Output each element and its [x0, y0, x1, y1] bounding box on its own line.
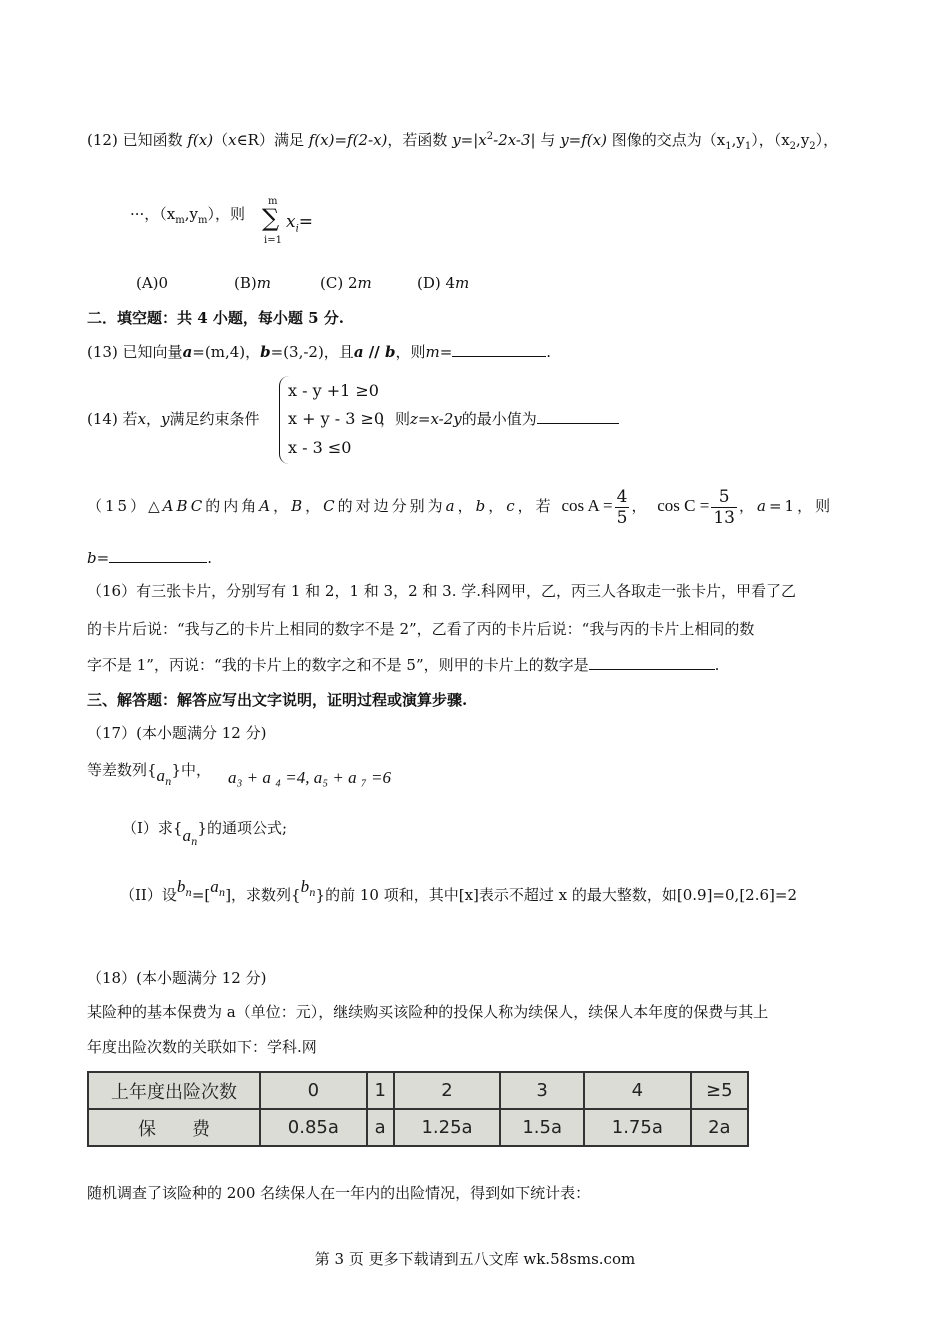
q14-text: (14) 若x，y满足约束条件 — [87, 410, 260, 428]
table-cell: ≥5 — [691, 1072, 748, 1109]
q14-answer-blank — [537, 409, 619, 424]
table-cell: 4 — [584, 1072, 691, 1109]
table-cell: 2a — [691, 1109, 748, 1146]
sum-lower-limit: i=1 — [264, 235, 282, 246]
table-cell: 0.85a — [260, 1109, 367, 1146]
table-cell: 1.25a — [394, 1109, 501, 1146]
q18-line2: 年度出险次数的关联如下：学科.网 — [87, 1038, 317, 1056]
table-row — [88, 1109, 748, 1146]
table-cell: 0 — [260, 1072, 367, 1109]
q14-tail: ，则z=x-2y的最小值为 — [380, 409, 619, 429]
q17-formula: a₃ + a ₄ =4, a₅ + a ₇ =6 — [228, 768, 392, 787]
constraint-1: x - y +1 ≥0 — [288, 381, 379, 400]
table-header-cell: 保 费 — [88, 1109, 260, 1146]
section-2-title: 二．填空题：共 4 小题，每小题 5 分. — [87, 309, 344, 327]
q17-heading: （17）(本小题满分 12 分) — [87, 724, 267, 742]
q16-line1: （16）有三张卡片，分别写有 1 和 2，1 和 3，2 和 3. 学.科网甲，乙，丙三人各取走一张卡片，甲看了乙 — [87, 582, 797, 600]
table-cell: 3 — [500, 1072, 584, 1109]
q12-option-b: (B)m — [234, 274, 271, 292]
q16-line2: 的卡片后说：“我与乙的卡片上相同的数字不是 2”，乙看了丙的卡片后说：“我与丙的卡片上相同的数 — [87, 620, 755, 638]
q12-option-a: (A)0 — [136, 274, 169, 292]
table-cell: 1.5a — [500, 1109, 584, 1146]
sum-body: $x_i=$ — [286, 212, 314, 235]
sum-upper-limit: m — [268, 196, 278, 207]
q17-part1: （I）求$\{a_n\}$的通项公式; — [122, 819, 288, 848]
section-3-title: 三、解答题：解答应写出文字说明，证明过程或演算步骤. — [87, 691, 468, 709]
page-footer: 第 3 页 更多下载请到五八文库 wk.58sms.com — [314, 1250, 636, 1268]
q15-answer-blank — [109, 548, 207, 563]
constraint-2: x + y - 3 ≥0 — [288, 409, 385, 428]
q17-intro: 等差数列$\{a_n\}$中， — [87, 761, 212, 788]
constraint-3: x - 3 ≤0 — [288, 438, 352, 457]
q13-answer-blank — [452, 342, 546, 357]
table-header-cell: 上年度出险次数 — [88, 1072, 260, 1109]
sigma-symbol: ∑ — [262, 204, 280, 232]
q16-answer-blank — [589, 655, 715, 670]
table-cell: a — [367, 1109, 394, 1146]
table-cell: 2 — [394, 1072, 501, 1109]
q18-line3: 随机调查了该险种的 200 名续保人在一年内的出险情况，得到如下统计表： — [87, 1184, 591, 1202]
q12-line2: ···，$(x_m,y_m)$，则 — [130, 205, 245, 226]
q15-line1: （15）△ABC的内角A，B，C的对边分别为a，b，c，若 cos A = $\frac{4}{5}$ ， cos C = $\frac{5}{13}$ ，a=1，则 — [87, 486, 834, 528]
table-cell: 1 — [367, 1072, 394, 1109]
table-row — [88, 1072, 748, 1109]
q13: (13) 已知向量a=(m,4)，b=(3,-2)，且a // b，则m= . — [87, 343, 552, 361]
q16-line3: 字不是 1”，丙说：“我的卡片上的数字之和不是 5”，则甲的卡片上的数字是 . — [87, 656, 720, 674]
table-cell: 1.75a — [584, 1109, 691, 1146]
q12-line1: (12) 已知函数 f(x)（x∈R）满足 f(x)=f(2-x)，若函数 $y=|x^2-2x-3|$ 与 y=f(x) 图像的交点为$(x_1,y_1)$，$(x_2,y_2)$， — [87, 131, 839, 152]
premium-table — [87, 1071, 749, 1147]
q17-part2: （II）设$b_n=[a_n]$，求数列$\{b_n\}$的前 10 项和，其中[x]表示不超过 x 的最大整数，如[0.9]=0,[2.6]=2 — [120, 877, 797, 904]
q18-heading: （18）(本小题满分 12 分) — [87, 969, 267, 987]
q15-line2: b= . — [87, 549, 212, 567]
q18-line1: 某险种的基本保费为 a（单位：元），继续购买该险种的投保人称为续保人，续保人本年度的保费与其上 — [87, 1003, 769, 1021]
q12-option-c: (C) 2m — [320, 274, 372, 292]
q12-option-d: (D) 4m — [417, 274, 470, 292]
